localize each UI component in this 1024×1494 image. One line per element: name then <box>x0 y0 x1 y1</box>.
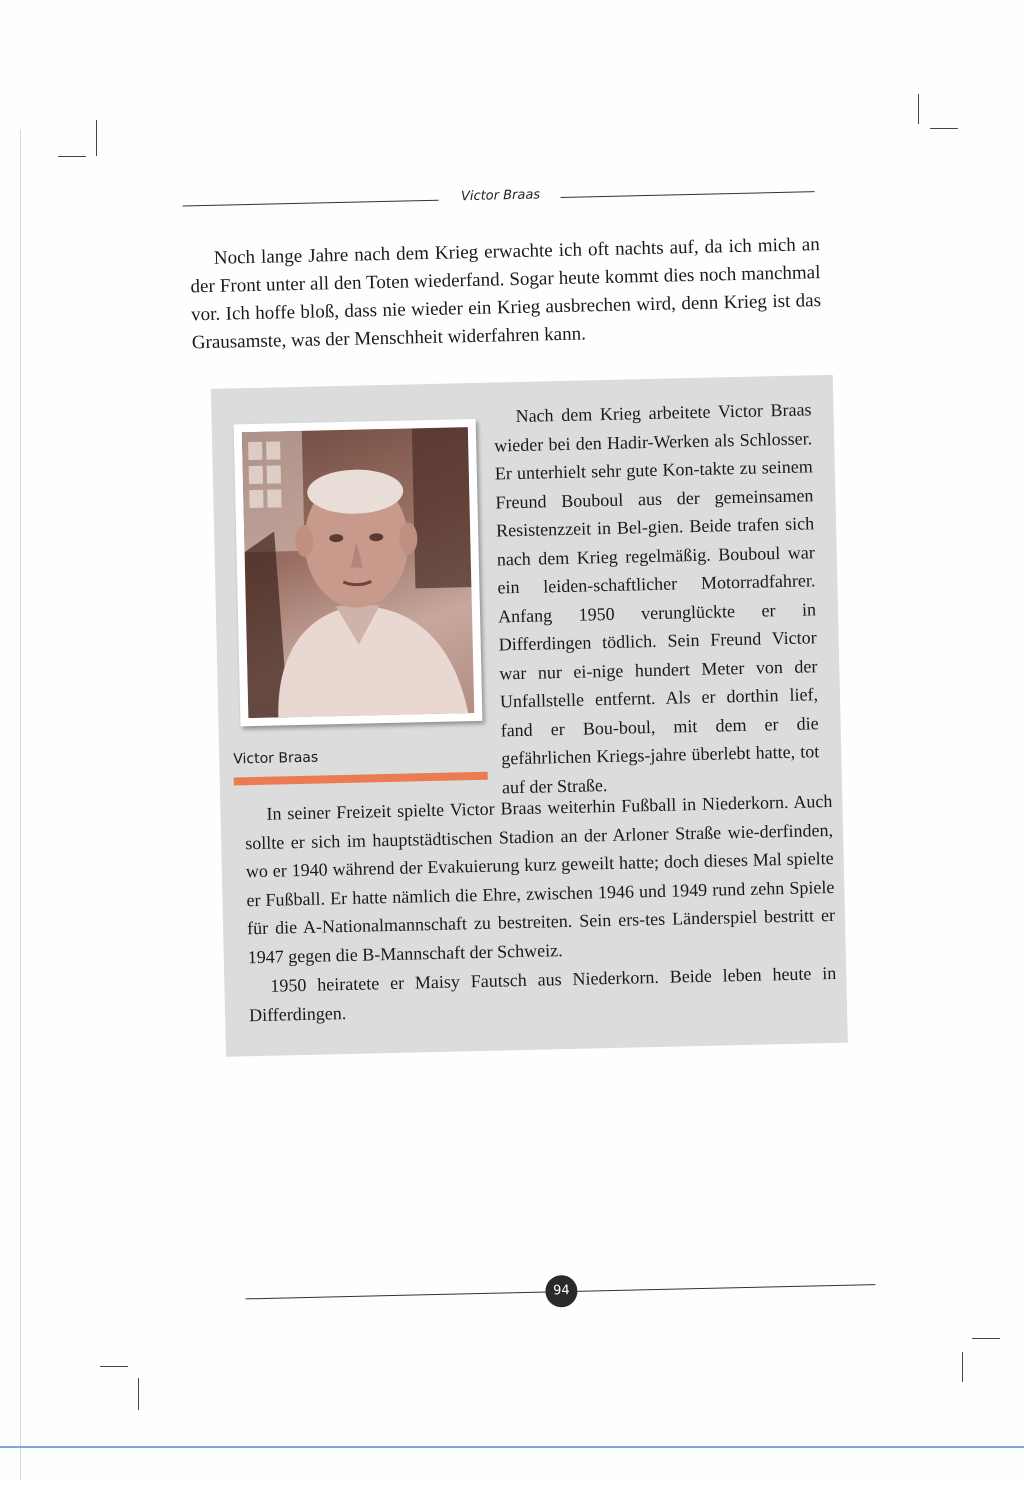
photo-caption: Victor Braas <box>233 749 319 768</box>
box-paragraph-2: In seiner Freizeit spielte Victor Braas weiterhin Fußball in Niederkorn. Auch sollte er sich im hauptstädtischen Stadion an der Arloner Straße wie-derfinden, wo er 1940 während der Evakuierung kurz geweilt hatte; doch dieses Mal spielte er Fußball. Er hatte nämlich die Ehre, zwischen 1946 und 1949 rund zehn Spiele für die A-Nationalmannschaft zu bestreiten. Sein ers-tes Länderspiel bestritt er 1947 gegen die B-Mannschaft der Schweiz. <box>244 790 836 967</box>
page-number: 94 <box>545 1275 578 1308</box>
header-rule-right <box>561 191 815 198</box>
intro-paragraph: Noch lange Jahre nach dem Krieg erwachte ich oft nachts auf, da ich mich an der Front unter all den Toten wiederfand. Sogar heute kommt dies noch manchmal vor. Ich hoffe bloß, dass nie wieder ein Krieg ausbrechen wird, denn Krieg ist das Grausamste, was der Menschheit widerfahren kann. <box>190 234 822 354</box>
portrait-photo <box>242 427 474 718</box>
running-header: Victor Braas <box>460 187 541 205</box>
footer-rule-right <box>575 1284 875 1292</box>
header-rule-left <box>183 200 439 207</box>
footer-rule-left <box>246 1292 548 1300</box>
side-paragraph: Nach dem Krieg arbeitete Victor Braas wieder bei den Hadir-Werken als Schlosser. Er unterhielt sehr gute Kon-takte zu seinem Freund Bouboul aus der gemeinsamen Resistenzzeit in Bel-gien. Beide trafen sich nach dem Krieg regelmäßig. Bouboul war ein leiden-schaftlicher Motorradfahrer. Anfang 1950 verunglückte er in Differdingen tödlich. Sein Freund Victor war nur ei-nige hundert Meter von der Unfallstelle entfernt. Als er dorthin lief, fand er Bou-boul, mit dem er die gefährlichen Kriegs-jahre überlebt hatte, tot auf der Straße. <box>493 399 820 797</box>
box-paragraph-3: 1950 heiratete er Maisy Fautsch aus Niederkorn. Beide leben heute in Differdingen. <box>248 962 837 1025</box>
photo-frame <box>234 419 483 726</box>
portrait-illustration <box>242 427 474 718</box>
